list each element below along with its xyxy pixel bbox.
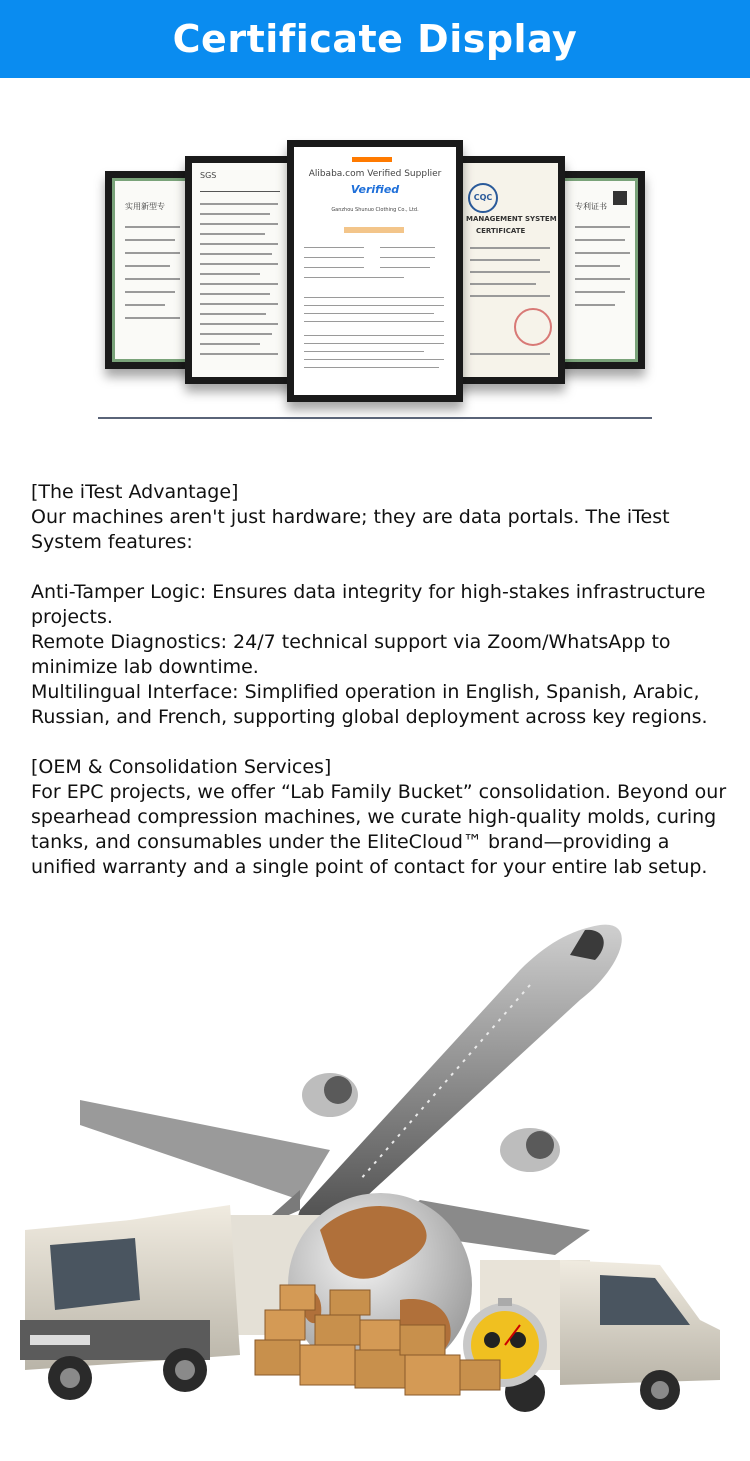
- sgs-logo: SGS: [200, 171, 217, 180]
- certificate-frame-right: [555, 171, 645, 369]
- certificate-frame-cqc: [455, 156, 565, 384]
- page-title: Certificate Display: [172, 17, 578, 61]
- qr-code-icon: [613, 191, 627, 205]
- certificate-frame-center: [287, 140, 463, 402]
- feature-remote-diagnostics: Remote Diagnostics: 24/7 technical support via Zoom/WhatsApp to minimize lab downtime.: [31, 631, 671, 678]
- section-intro: Our machines aren't just hardware; they are data portals. The iTest System features:: [31, 506, 670, 553]
- cqc-system-label: MANAGEMENT SYSTEM: [466, 215, 557, 223]
- certificate-right-title: 专利证书: [575, 202, 607, 211]
- report-banner: [344, 227, 404, 233]
- certificate-shelf-line: [98, 417, 652, 419]
- alibaba-logo-icon: [352, 157, 392, 162]
- certificate-showcase-image: [0, 78, 750, 458]
- section-oem-body: For EPC projects, we offer “Lab Family Bucket” consolidation. Beyond our spearhead compression machines, we curate high-quality molds, curing tanks, and consumables under the EliteCloud™ brand—providing a unified warranty and a single point of contact for your entire lab setup.: [31, 781, 727, 878]
- feature-multilingual: Multilingual Interface: Simplified operation in English, Spanish, Arabic, Russian, and French, supporting global deployment across key regions.: [31, 681, 708, 728]
- red-seal-icon: [514, 308, 552, 346]
- feature-anti-tamper: Anti-Tamper Logic: Ensures data integrity for high-stakes infrastructure projects.: [31, 581, 706, 628]
- cqc-logo: CQC: [468, 183, 498, 213]
- cqc-certificate-label: CERTIFICATE: [476, 227, 526, 235]
- verified-supplier-line: Alibaba.com Verified Supplier: [308, 169, 442, 179]
- certificate-frame-sgs: [185, 156, 295, 384]
- page-header: [0, 0, 750, 78]
- description-text: [31, 480, 731, 880]
- logistics-illustration: [0, 900, 750, 1457]
- certified-company-name: Ganzhou Shunuo Clothing Co., Ltd.: [331, 207, 419, 213]
- section-heading-itest: [The iTest Advantage]: [31, 481, 239, 503]
- certificate-frame-left: [105, 171, 195, 369]
- section-heading-oem: [OEM & Consolidation Services]: [31, 756, 332, 778]
- verified-label: Verified: [350, 183, 400, 196]
- certificate-left-title: 实用新型专: [125, 202, 165, 211]
